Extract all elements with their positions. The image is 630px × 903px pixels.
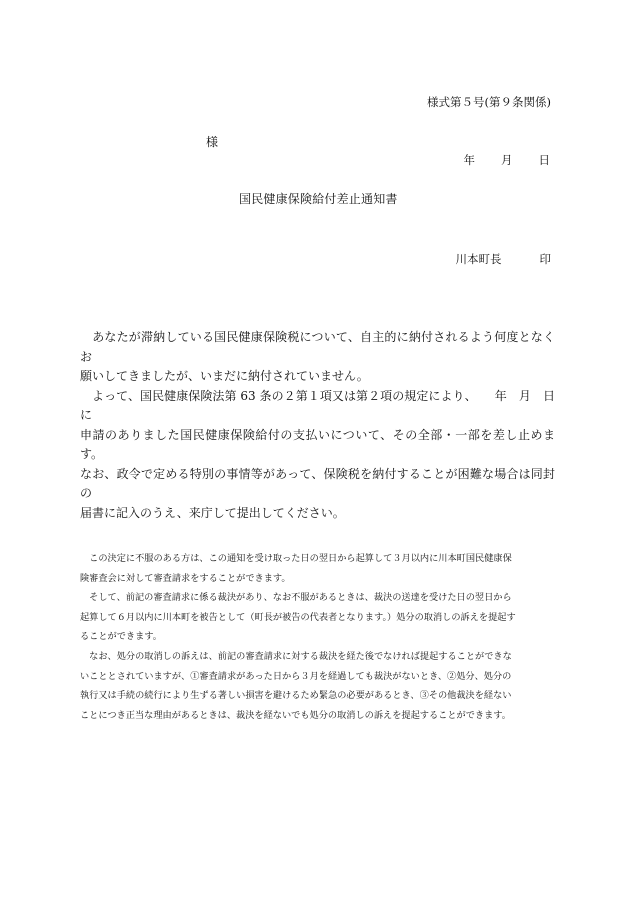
notice-line: ることができます。: [80, 631, 162, 643]
body-line: よって、国民健康保険法第 63 条の２第１項又は第２項の規定により、 年 月 日に: [80, 388, 555, 422]
sender-block: [456, 251, 552, 267]
body-line: 願いしてきましたが、いまだに納付されていません。: [80, 369, 369, 383]
sender-name: 川本町長: [455, 252, 502, 266]
notice-line: ことにつき正当な理由があるときは、裁決を経ないでも処分の取消しの訴えを提起することができます。: [80, 709, 511, 721]
appeal-notice: [80, 549, 556, 725]
notice-body: [80, 328, 555, 523]
date-year: 年: [463, 153, 475, 167]
date-month: 月: [501, 153, 513, 167]
notice-line: なお、処分の取消しの訴えは、前記の審査請求に対する裁決を経た後でなければ提起することができな: [80, 650, 512, 662]
form-number: 様式第５号(第９条関係): [427, 95, 551, 109]
notice-line: 険審査会に対して審査請求をすることができます。: [80, 572, 291, 584]
date-day: 日: [538, 153, 550, 167]
body-line: 申請のありました国民健康保険給付の支払いについて、その全部・一部を差し止めます。: [80, 427, 555, 461]
document-title: 国民健康保険給付差止通知書: [239, 192, 398, 206]
notice-line: そして、前記の審査請求に係る裁決があり、なお不服があるときは、裁決の送達を受けた日の翌日から: [80, 592, 512, 604]
notice-line: 起算して６月以内に川本町を被告として（町長が被告の代表者となります。）処分の取消しの訴えを提起す: [80, 611, 516, 623]
notice-line: 執行又は手続の続行により生ずる著しい損害を避けるため緊急の必要があるとき、③その他裁決を経ない: [80, 690, 512, 702]
body-line: 届書に記入のうえ、来庁して提出してください。: [80, 505, 345, 520]
addressee-honorific: 様: [206, 135, 219, 149]
notice-line: いこととされていますが、①審査請求があった日から３月を経過しても裁決がないとき、②処分、処分の: [80, 670, 512, 682]
body-line: なお、政令で定める特別の事情等があって、保険税を納付することが困難な場合は同封の: [80, 466, 555, 500]
body-line: あなたが滞納している国民健康保険税について、自主的に納付されるよう何度となくお: [80, 330, 555, 364]
notice-line: この決定に不服のある方は、この通知を受け取った日の翌日から起算して３月以内に川本町国民健康保: [80, 553, 512, 564]
issue-date: [464, 152, 551, 168]
seal-mark: 印: [539, 252, 551, 266]
